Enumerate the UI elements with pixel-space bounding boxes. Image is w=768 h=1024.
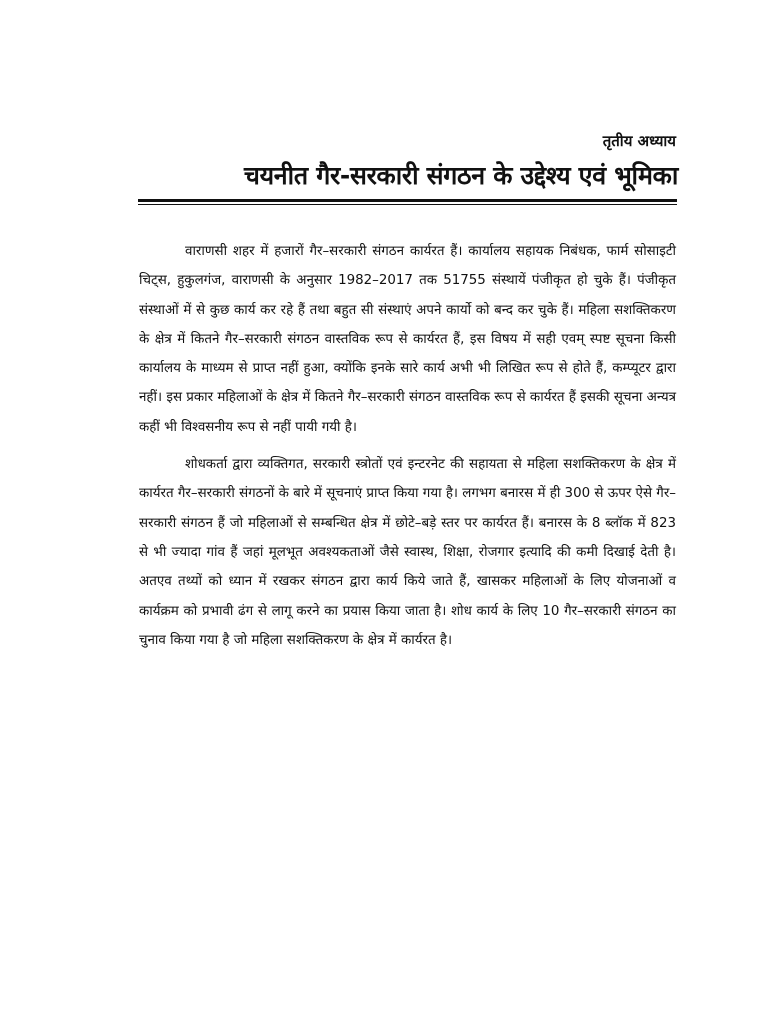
paragraph-2: शोधकर्ता द्वारा व्यक्तिगत, सरकारी स्त्रोतों एवं इन्टरनेट की सहायता से महिला सशक्तिकरण के क्षेत्र में कार्यरत गैर–सरकारी संगठनों के बारे में सूचनाएं प्राप्त किया गया है। लगभग बनारस में ही 300 से ऊपर ऐसे गैर–सरकारी संगठन हैं जो महिलाओं से सम्बन्धित क्षेत्र में छोटे–बड़े स्तर पर कार्यरत हैं। बनारस के 8 ब्लॉक में 823 से भी ज्यादा गांव हैं जहां मूलभूत अवश्यकताओं जैसे स्वास्थ, शिक्षा, रोजगार इत्यादि की कमी दिखाई देती है। अतएव तथ्यों को ध्यान में रखकर संगठन द्वारा कार्य किये जाते हैं, खासकर महिलाओं के लिए योजनाओं व कार्यक्रम को प्रभावी ढंग से लागू करने का प्रयास किया जाता है। शोध कार्य के लिए 10 गैर–सरकारी संगठन का चुनाव किया गया है जो महिला सशक्तिकरण के क्षेत्र में कार्यरत है। xyxy=(139,457,676,648)
title-double-rule xyxy=(138,199,677,205)
page-title: चयनीत गैर-सरकारी संगठन के उद्देश्य एवं भूमिका xyxy=(244,161,678,190)
paragraph-1: वाराणसी शहर में हजारों गैर–सरकारी संगठन कार्यरत हैं। कार्यालय सहायक निबंधक, फार्म सोसाइटी चिट्स, हुकुलगंज, वाराणसी के अनुसार 1982–2017 तक 51755 संस्थायें पंजीकृत हो चुके हैं। पंजीकृत संस्थाओं में से कुछ कार्य कर रहे हैं तथा बहुत सी संस्थाएं अपने कार्यो को बन्द कर चुके हैं। महिला सशक्तिकरण के क्षेत्र में कितने गैर–सरकारी संगठन वास्तविक रूप से कार्यरत हैं, इस विषय में सही एवम् स्पष्ट सूचना किसी कार्यालय के माध्यम से प्राप्त नहीं हुआ, क्योंकि इनके सारे कार्य अभी भी लिखित रूप से होते हैं, कम्प्यूटर द्वारा नहीं। इस प्रकार महिलाओं के क्षेत्र में कितने गैर–सरकारी संगठन वास्तविक रूप से कार्यरत हैं इसकी सूचना अन्यत्र कहीं भी विश्वसनीय रूप से नहीं पायी गयी है। xyxy=(139,244,676,435)
body-text xyxy=(139,237,676,655)
chapter-label: तृतीय अध्याय xyxy=(602,132,676,150)
